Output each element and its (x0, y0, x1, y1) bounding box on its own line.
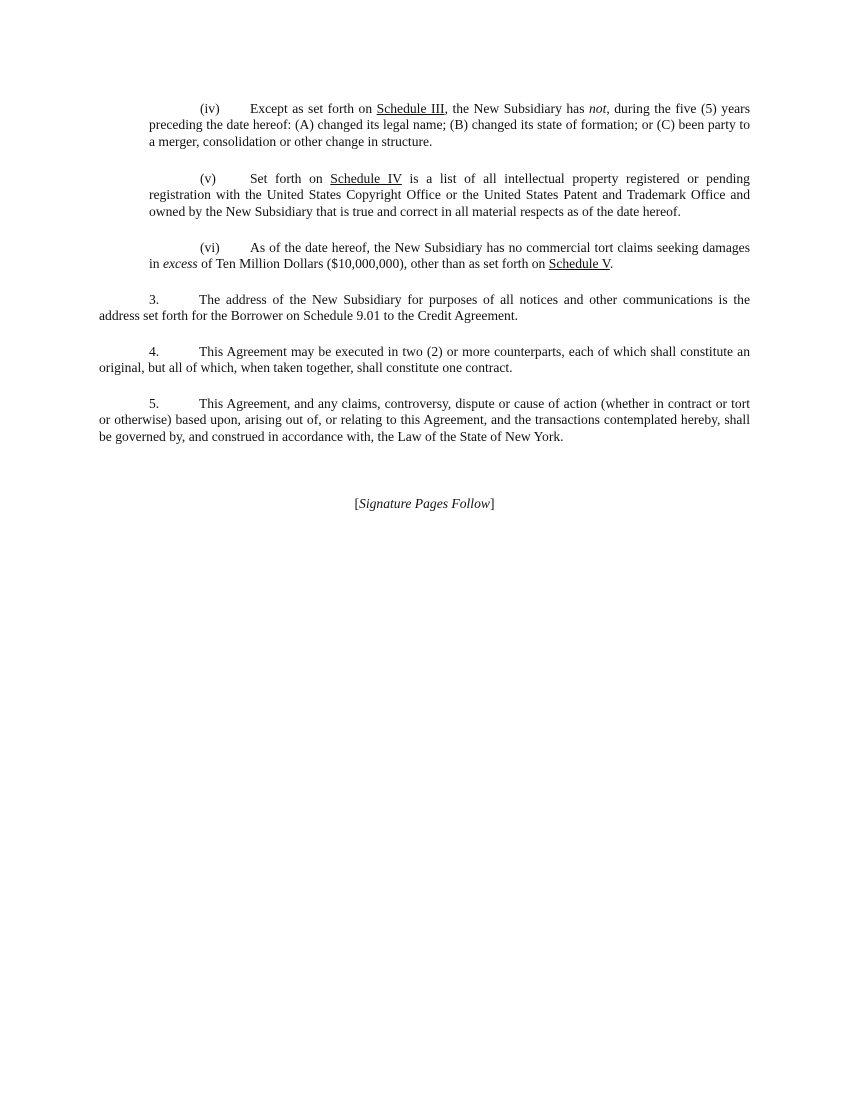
paragraph-number: (v) (200, 171, 216, 186)
emphasis-excess: excess (162, 256, 198, 272)
paragraph-5: 5. This Agreement, and any claims, controversy, dispute or cause of action (whether in contract or tort or otherwise) based upon, arising out of, or relating to this Agreement, and the transactions contemplated hereby, shall be governed by, and construed in accordance with, the Law of the State of New York. (99, 396, 750, 444)
paragraph-number: 5. (149, 396, 160, 411)
paragraph-4: 4. This Agreement may be executed in two (2) or more counterparts, each of which shall constitute an original, but all of which, when taken together, shall constitute one contract. (99, 344, 750, 376)
schedule-iii-reference: Schedule III (376, 101, 445, 116)
paragraph-number: (vi) (200, 240, 220, 255)
emphasis-not: not (588, 101, 607, 116)
schedule-v-reference: Schedule V (548, 256, 610, 272)
paragraph-iv: (iv) Except as set forth on Schedule III, the New Subsidiary has not, during the five (5) years preceding the date hereof: (A) changed its legal name; (B) changed its state of formation; or (C) been party to a merger, consolidation or other change in structure. (149, 101, 750, 149)
signature-pages-follow-note: [Signature Pages Follow] (354, 496, 495, 511)
paragraph-number: 3. (149, 292, 160, 307)
paragraph-number: (iv) (200, 101, 220, 116)
paragraph-vi: (vi) As of the date hereof, the New Subsidiary has no commercial tort claims seeking damages in excess of Ten Million Dollars ($10,000,000), other than as set forth on Schedule V. (149, 240, 750, 272)
schedule-iv-reference: Schedule IV (330, 171, 402, 186)
paragraph-v: (v) Set forth on Schedule IV is a list of all intellectual property registered or pending registration with the United States Copyright Office or the United States Patent and Trademark Office and owned by the New Subsidiary that is true and correct in all material respects as of the date hereof. (149, 171, 750, 219)
paragraph-3: 3. The address of the New Subsidiary for purposes of all notices and other communications is the address set forth for the Borrower on Schedule 9.01 to the Credit Agreement. (99, 292, 750, 324)
paragraph-number: 4. (149, 344, 160, 359)
